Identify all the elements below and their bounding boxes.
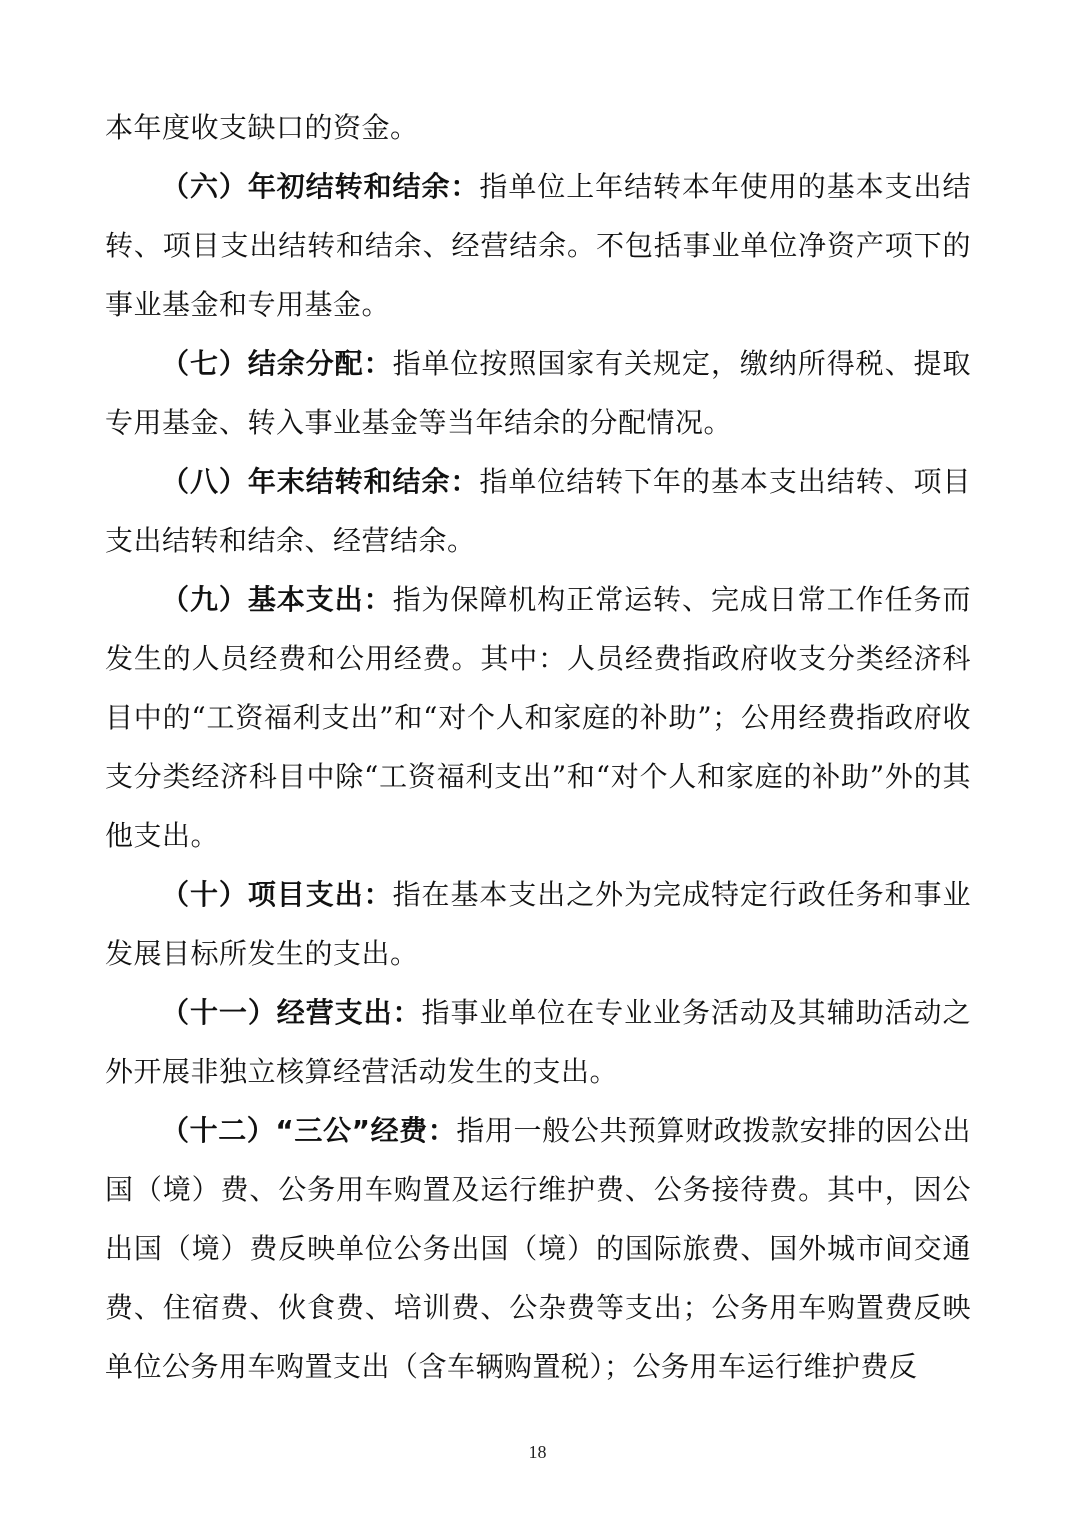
paragraph-text: 指为保障机构正常运转、完成日常工作任务而发生的人员经费和公用经费。其中：人员经费指政府收支分类经济科目中的“工资福利支出”和“对个人和家庭的补助”；公用经费指政府收支分类经济科目中除“工资福利支出”和“对个人和家庭的补助”外的其他支出。: [105, 583, 971, 852]
term-heading: （十一）经营支出：: [161, 996, 422, 1029]
term-heading: （八）年末结转和结余：: [161, 465, 480, 498]
term-heading: （十二）“三公”经费：: [161, 1114, 457, 1147]
term-heading: （九）基本支出：: [161, 583, 393, 616]
paragraph-text: 指单位按照国家有关规定，缴纳所得税、提取专用基金、转入事业基金等当年结余的分配情况。: [105, 347, 971, 439]
paragraph-text: 指在基本支出之外为完成特定行政任务和事业发展目标所发生的支出。: [105, 878, 971, 970]
paragraph-year-end-balance: [105, 452, 971, 570]
paragraph-three-public-expenses: [105, 1101, 971, 1396]
body-text: [105, 98, 971, 1396]
term-heading: （十）项目支出：: [161, 878, 393, 911]
paragraph-text: 指单位上年结转本年使用的基本支出结转、项目支出结转和结余、经营结余。不包括事业单位净资产项下的事业基金和专用基金。: [105, 170, 971, 321]
paragraph-carryover-balance: [105, 157, 971, 334]
term-heading: （六）年初结转和结余：: [161, 170, 480, 203]
paragraph-surplus-distribution: [105, 334, 971, 452]
paragraph-basic-expenditure: [105, 570, 971, 865]
paragraph-project-expenditure: [105, 865, 971, 983]
paragraph-operating-expenditure: [105, 983, 971, 1101]
paragraph-continuation: [105, 98, 971, 157]
term-heading: （七）结余分配：: [161, 347, 393, 380]
paragraph-text: 指事业单位在专业业务活动及其辅助活动之外开展非独立核算经营活动发生的支出。: [105, 996, 971, 1088]
paragraph-text: 指用一般公共预算财政拨款安排的因公出国（境）费、公务用车购置及运行维护费、公务接待费。其中，因公出国（境）费反映单位公务出国（境）的国际旅费、国外城市间交通费、住宿费、伙食费、培训费、公杂费等支出；公务用车购置费反映单位公务用车购置支出（含车辆购置税）；公务用车运行维护费反: [105, 1114, 971, 1383]
page-number: 18: [528, 1442, 547, 1462]
paragraph-text: 本年度收支缺口的资金。: [105, 111, 419, 144]
paragraph-text: 指单位结转下年的基本支出结转、项目支出结转和结余、经营结余。: [105, 465, 971, 557]
